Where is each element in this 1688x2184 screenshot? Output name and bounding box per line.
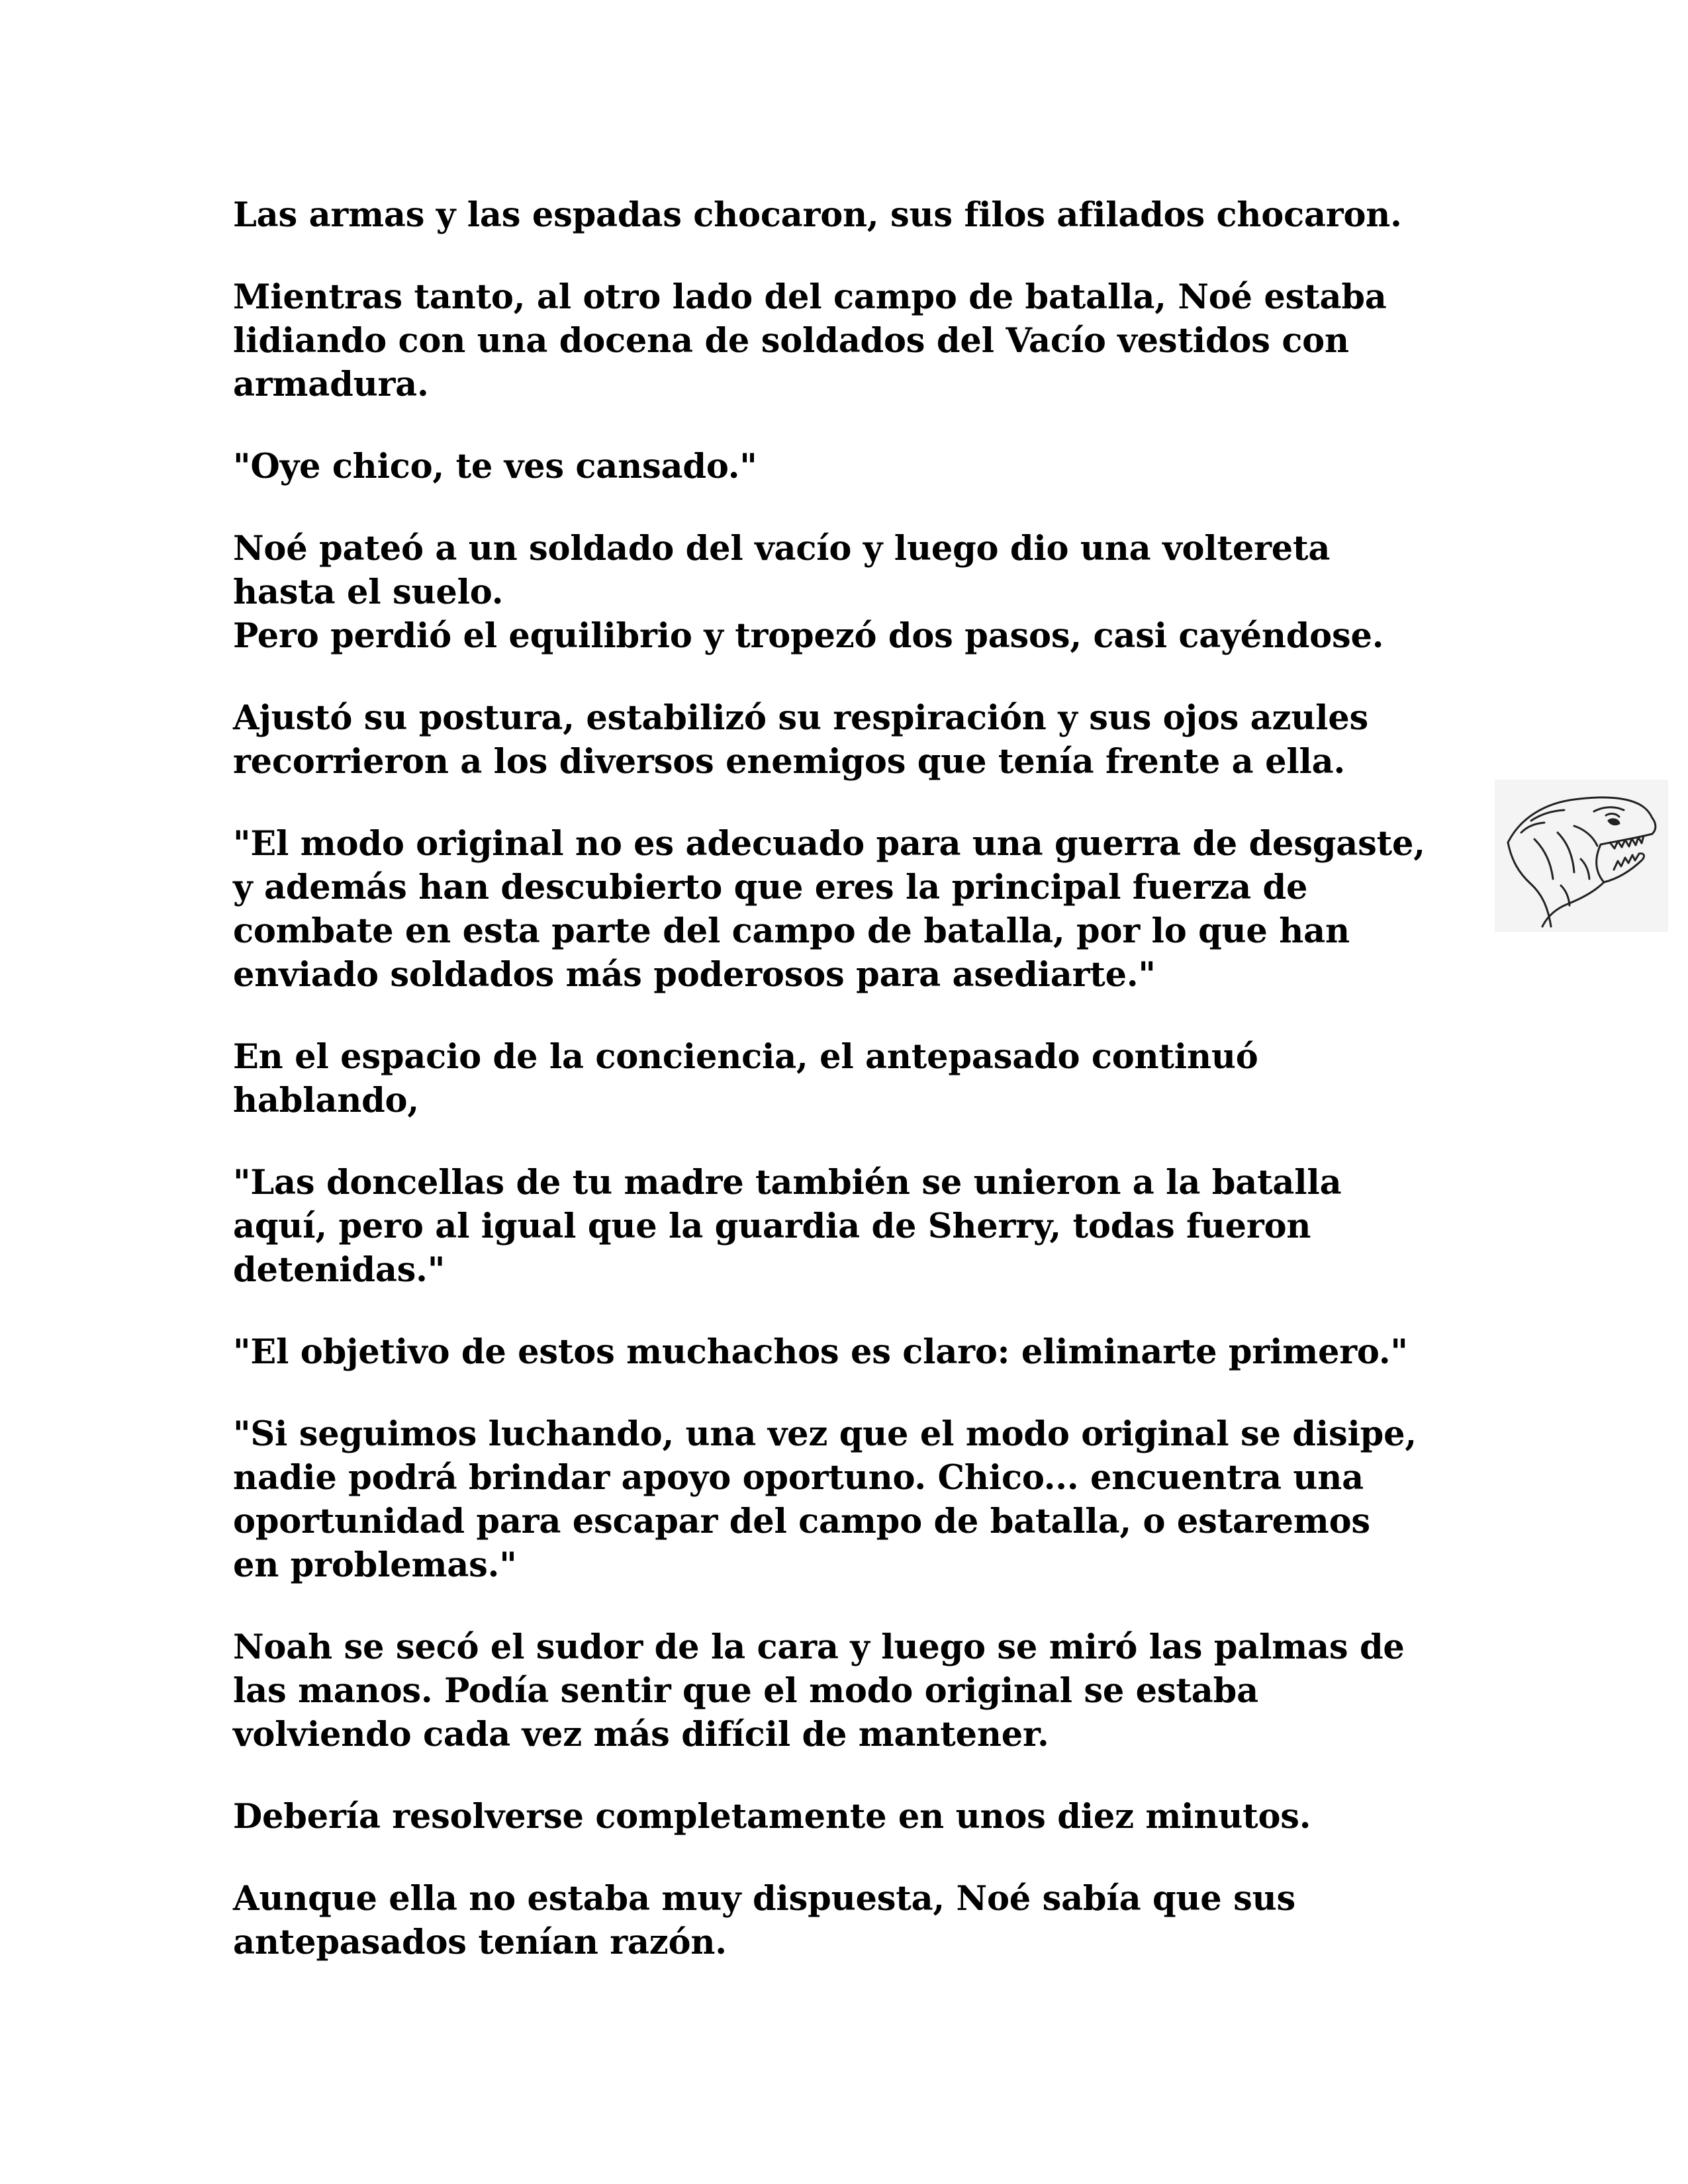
paragraph: Aunque ella no estaba muy dispuesta, Noé sabía que sus antepasados tenían razón. bbox=[233, 1879, 1296, 1962]
paragraph: Mientras tanto, al otro lado del campo de batalla, Noé estaba lidiando con una docena de soldados del Vacío vestidos con armadura. bbox=[233, 277, 1387, 404]
paragraph: "Las doncellas de tu madre también se unieron a la batalla aquí, pero al igual que la guardia de Sherry, todas fueron detenidas." bbox=[233, 1163, 1342, 1290]
paragraph: Las armas y las espadas chocaron, sus filos afilados chocaron. bbox=[233, 195, 1402, 235]
paragraph: Noah se secó el sudor de la cara y luego se miró las palmas de las manos. Podía sentir que el modo original se estaba volviendo cada vez más difícil de mantener. bbox=[233, 1627, 1405, 1754]
paragraph: "Si seguimos luchando, una vez que el modo original se disipe, nadie podrá brindar apoyo oportuno. Chico... encuentra una oportunidad para escapar del campo de batalla, o estaremos en problemas." bbox=[233, 1414, 1417, 1585]
paragraph: "El modo original no es adecuado para una guerra de desgaste, y además han descubierto que eres la principal fuerza de combate en esta parte del campo de batalla, por lo que han enviado soldados más poderosos para asediarte." bbox=[233, 824, 1425, 995]
paragraph: Noé pateó a un soldado del vacío y luego dio una voltereta hasta el suelo. Pero perdió el equilibrio y tropezó dos pasos, casi cayéndose. bbox=[233, 529, 1384, 656]
paragraph: "El objetivo de estos muchachos es claro: eliminarte primero." bbox=[233, 1332, 1408, 1372]
paragraph: En el espacio de la conciencia, el antepasado continuó hablando, bbox=[233, 1037, 1258, 1120]
paragraph: "Oye chico, te ves cansado." bbox=[233, 447, 757, 486]
paragraph: Ajustó su postura, estabilizó su respiración y sus ojos azules recorrieron a los diversos enemigos que tenía frente a ella. bbox=[233, 698, 1369, 782]
dinosaur-head-sketch-icon bbox=[1495, 780, 1668, 932]
paragraph: Debería resolverse completamente en unos diez minutos. bbox=[233, 1797, 1311, 1837]
document-body bbox=[233, 193, 1444, 2003]
